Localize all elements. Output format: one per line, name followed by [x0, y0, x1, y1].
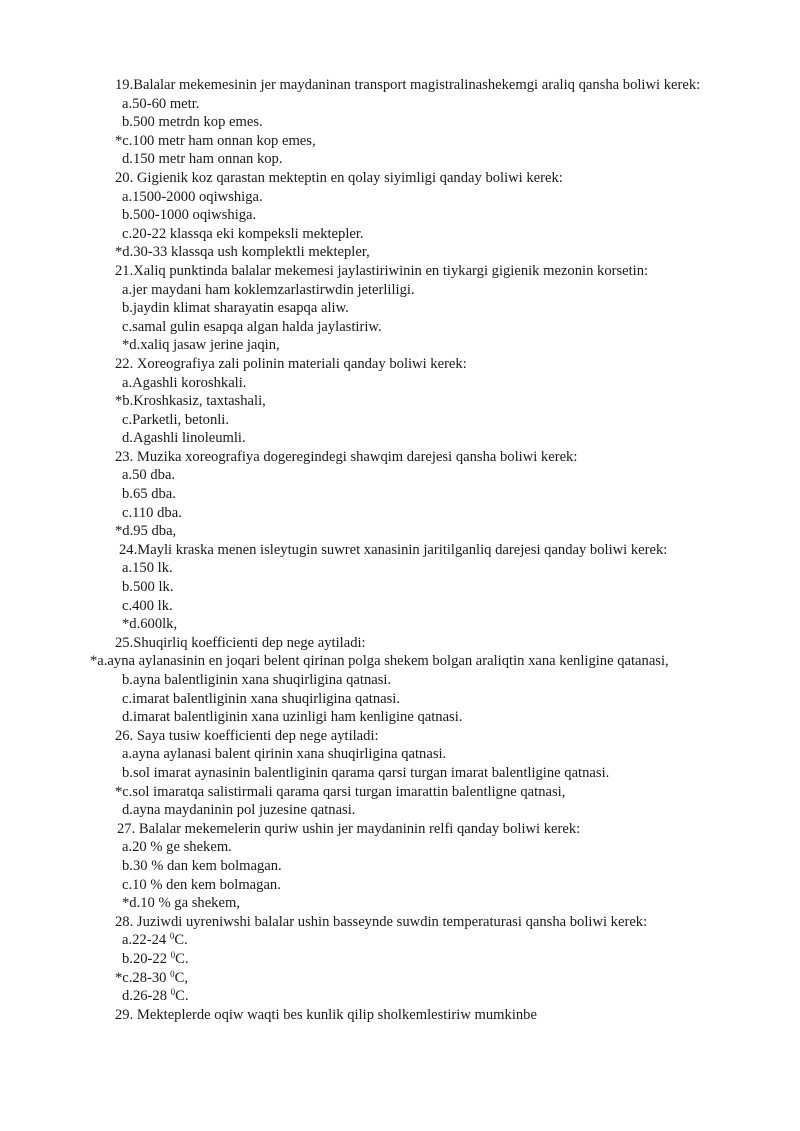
question-text: 24.Mayli kraska menen isleytugin suwret xanasinin jaritilganliq darejesi qanday boliwi kerek:	[119, 541, 668, 558]
correct-answer-option: *c.100 metr ham onnan kop emes,	[115, 132, 316, 149]
answer-option: c.Parketli, betonli.	[122, 411, 229, 428]
answer-option	[0, 987, 800, 1006]
answer-option: a.20 % ge shekem.	[122, 839, 232, 856]
answer-option: b.65 dba.	[122, 486, 176, 503]
correct-answer-option: *d.30-33 klassqa ush komplektli mektepler,	[115, 244, 370, 261]
answer-option: c.samal gulin esapqa algan halda jaylastiriw.	[122, 318, 382, 335]
correct-answer-option: *d.600lk,	[122, 616, 178, 633]
answer-option: c.110 dba.	[122, 504, 182, 521]
answer-option: b.jaydin klimat sharayatin esapqa aliw.	[122, 300, 349, 317]
answer-option: a.ayna aylanasi balent qirinin xana shuqirligina qatnasi.	[122, 746, 447, 763]
question-text: 26. Saya tusiw koefficienti dep nege aytiladi:	[115, 727, 379, 744]
correct-answer-option: *b.Kroshkasiz, taxtashali,	[115, 393, 266, 410]
question-text: 27. Balalar mekemelerin quriw ushin jer maydaninin relfi qanday boliwi kerek:	[117, 820, 581, 837]
answer-option: b.sol imarat aynasinin balentliginin qarama qarsi turgan imarat balentligine qatnasi.	[122, 764, 610, 781]
option-text: d.26-28	[122, 988, 171, 1005]
question-text: 28. Juziwdi uyreniwshi balalar ushin basseynde suwdin temperaturasi qansha boliwi kerek:	[115, 913, 648, 930]
degree-superscript: 0	[170, 949, 176, 960]
answer-option: c.400 lk.	[122, 597, 173, 614]
answer-option	[0, 931, 800, 950]
answer-option: b.500 lk.	[122, 579, 174, 596]
answer-option: a.50 dba.	[122, 467, 176, 484]
option-unit: C,	[174, 969, 189, 986]
answer-option	[0, 950, 800, 969]
question-text: 29. Mekteplerde oqiw waqti bes kunlik qilip sholkemlestiriw mumkinbe	[115, 1006, 537, 1023]
degree-superscript: 0	[170, 987, 176, 998]
correct-answer-option: *d.10 % ga shekem,	[122, 895, 240, 912]
answer-option: b.500 metrdn kop emes.	[122, 114, 263, 131]
answer-option: d.imarat balentliginin xana uzinligi ham kenligine qatnasi.	[122, 709, 463, 726]
answer-option: c.10 % den kem bolmagan.	[122, 876, 281, 893]
option-text: a.22-24	[122, 932, 170, 949]
correct-answer-option: *a.ayna aylanasinin en joqari belent qirinan polga shekem bolgan araliqtin xana kenligine qatanasi,	[90, 653, 669, 670]
option-unit: C.	[175, 950, 189, 967]
answer-option: c.imarat balentliginin xana shuqirligina qatnasi.	[122, 690, 401, 707]
answer-option: a.150 lk.	[122, 560, 173, 577]
degree-superscript: 0	[169, 931, 175, 942]
degree-superscript: 0	[170, 968, 175, 979]
correct-answer-option: *c.sol imaratqa salistirmali qarama qarsi turgan imarattin balentligne qatnasi,	[115, 783, 566, 800]
question-list	[0, 76, 800, 1024]
answer-option: d.Agashli linoleumli.	[122, 430, 246, 447]
correct-answer-option: *d.95 dba,	[115, 523, 177, 540]
question-text: 19.Balalar mekemesinin jer maydaninan transport magistralinashekemgi araliq qansha boliwi kerek:	[115, 77, 701, 93]
question-text: 23. Muzika xoreografiya dogeregindegi shawqim darejesi qansha boliwi kerek:	[115, 448, 578, 465]
answer-option: a.Agashli koroshkali.	[122, 374, 247, 391]
option-text: b.20-22	[122, 950, 171, 967]
answer-option: d.150 metr ham onnan kop.	[122, 151, 283, 168]
option-unit: C.	[174, 932, 188, 949]
option-text: *c.28-30	[115, 969, 171, 986]
answer-option: a.50-60 metr.	[122, 95, 200, 112]
answer-option: a.1500-2000 oqiwshiga.	[122, 188, 263, 205]
answer-option: b.ayna balentliginin xana shuqirligina qatnasi.	[122, 672, 392, 688]
option-unit: C.	[175, 988, 189, 1005]
correct-answer-option: *d.xaliq jasaw jerine jaqin,	[122, 337, 280, 354]
correct-answer-option	[0, 969, 800, 988]
answer-option: b.500-1000 oqiwshiga.	[122, 207, 257, 224]
question-text: 21.Xaliq punktinda balalar mekemesi jaylastiriwinin en tiykargi gigienik mezonin korsetin:	[115, 262, 649, 279]
answer-option: a.jer maydani ham koklemzarlastirwdin jeterliligi.	[122, 281, 415, 298]
answer-option: c.20-22 klassqa eki kompeksli mektepler.	[122, 225, 364, 242]
answer-option: d.ayna maydaninin pol juzesine qatnasi.	[122, 802, 356, 819]
answer-option: b.30 % dan kem bolmagan.	[122, 857, 282, 874]
question-text: 22. Xoreografiya zali polinin materiali qanday boliwi kerek:	[115, 355, 467, 372]
question-text: 25.Shuqirliq koefficienti dep nege aytiladi:	[115, 634, 366, 651]
question-text: 20. Gigienik koz qarastan mekteptin en qolay siyimligi qanday boliwi kerek:	[115, 169, 563, 186]
